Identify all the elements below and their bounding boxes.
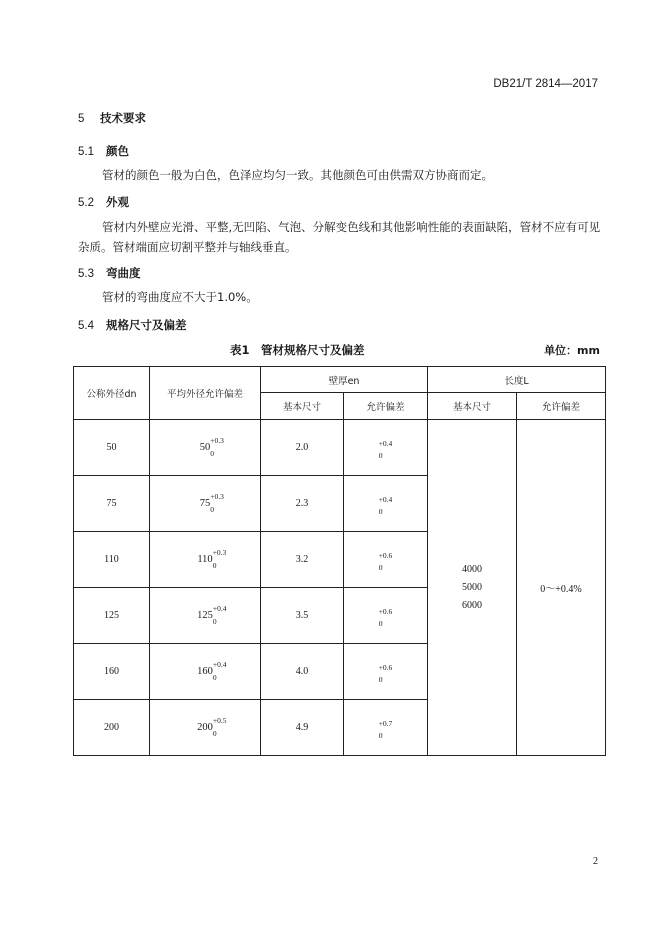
table-unit: 单位：mm: [544, 344, 600, 357]
cell-wall-tolerance: [344, 420, 428, 476]
cell-wall-tolerance: [344, 644, 428, 700]
cell-wall-basic: 3.5: [261, 588, 344, 644]
length-value: 4000: [462, 563, 482, 575]
tol-lower: 0: [378, 674, 383, 684]
tol-base: 125: [197, 610, 213, 621]
section-5-3-text: 管材的弯曲度应不大于1.0%。: [102, 290, 258, 304]
cell-wall-tolerance: [344, 700, 428, 756]
tol-upper: +0.6: [378, 606, 393, 616]
cell-nominal-od: 160: [74, 644, 150, 700]
section-5-2-heading: [78, 194, 129, 210]
section-5-4-heading: [78, 317, 187, 333]
tol-upper: +0.3: [210, 492, 224, 501]
tol-upper: +0.3: [210, 436, 224, 445]
cell-wall-tolerance: [344, 588, 428, 644]
cell-mean-od: [150, 700, 261, 756]
section-title: 外观: [106, 195, 129, 209]
tol-lower: 0: [378, 562, 383, 572]
section-5-3-heading: [78, 265, 141, 281]
tol-upper: +0.5: [212, 716, 227, 725]
cell-wall-basic: 3.2: [261, 532, 344, 588]
cell-nominal-od: 75: [74, 476, 150, 532]
section-number: 5.1: [78, 146, 94, 158]
cell-mean-od: [150, 644, 261, 700]
section-title: 规格尺寸及偏差: [106, 318, 187, 332]
section-number: 5.4: [78, 320, 94, 332]
section-5-1-text: 管材的颜色一般为白色，色泽应均匀一致。其他颜色可由供需双方协商而定。: [102, 168, 493, 182]
cell-wall-basic: 2.3: [261, 476, 344, 532]
cell-length-basic: [428, 420, 517, 756]
section-title: 颜色: [106, 144, 129, 158]
tol-base: 110: [197, 554, 213, 565]
cell-wall-basic: 4.0: [261, 644, 344, 700]
tol-upper: +0.4: [212, 604, 227, 613]
header-wall-thickness: 壁厚en: [261, 367, 428, 393]
tol-lower: 0: [210, 505, 214, 514]
section-5-heading: [78, 110, 146, 126]
tol-base: 50: [199, 442, 211, 453]
tol-upper: +0.3: [212, 548, 227, 557]
cell-mean-od: [150, 588, 261, 644]
section-number: 5.3: [78, 268, 94, 280]
tol-lower: 0: [212, 561, 217, 570]
tol-upper: +0.6: [378, 662, 393, 672]
header-wall-basic-size: 基本尺寸: [261, 393, 344, 420]
cell-mean-od: [150, 532, 261, 588]
header-nominal-od: 公称外径dn: [74, 367, 150, 420]
tol-lower: 0: [378, 506, 383, 516]
section-number: 5.2: [78, 197, 94, 209]
tol-lower: 0: [212, 729, 217, 738]
cell-wall-basic: 4.9: [261, 700, 344, 756]
tol-upper: +0.4: [378, 438, 393, 448]
tol-lower: 0: [378, 730, 383, 740]
section-5-1-heading: [78, 143, 129, 159]
section-number: 5: [78, 113, 85, 125]
tol-lower: 0: [212, 617, 217, 626]
tol-lower: 0: [378, 618, 383, 628]
length-value: 6000: [462, 599, 482, 611]
tol-lower: 0: [212, 673, 217, 682]
tol-upper: +0.6: [378, 550, 393, 560]
cell-nominal-od: 50: [74, 420, 150, 476]
length-value: 5000: [462, 581, 482, 593]
header-length-basic-size: 基本尺寸: [428, 393, 517, 420]
section-title: 技术要求: [100, 111, 146, 125]
page-number: 2: [593, 856, 598, 867]
table-row: [74, 420, 606, 476]
cell-length-tolerance: 0～+0.4%: [517, 420, 606, 756]
spec-table: [73, 366, 606, 756]
cell-nominal-od: 110: [74, 532, 150, 588]
cell-mean-od: [150, 476, 261, 532]
header-length: 长度L: [428, 367, 606, 393]
tol-lower: 0: [210, 449, 214, 458]
tol-base: 75: [199, 498, 211, 509]
table-caption: 表1 管材规格尺寸及偏差: [230, 343, 365, 357]
tol-upper: +0.4: [212, 660, 227, 669]
tol-lower: 0: [378, 450, 383, 460]
header-length-tolerance: 允许偏差: [517, 393, 606, 420]
cell-wall-tolerance: [344, 532, 428, 588]
header-mean-od-tolerance: 平均外径允许偏差: [150, 367, 261, 420]
tol-base: 200: [197, 722, 213, 733]
cell-wall-tolerance: [344, 476, 428, 532]
cell-mean-od: [150, 420, 261, 476]
document-code: DB21/T 2814—2017: [493, 78, 598, 90]
cell-nominal-od: 125: [74, 588, 150, 644]
tol-upper: +0.7: [378, 718, 393, 728]
section-5-2-text: 管材内外壁应光滑、平整,无凹陷、气泡、分解变色线和其他影响性能的表面缺陷，管材不应有可见杂质。管材端面应切割平整并与轴线垂直。: [78, 220, 601, 254]
cell-wall-basic: 2.0: [261, 420, 344, 476]
cell-nominal-od: 200: [74, 700, 150, 756]
header-wall-tolerance: 允许偏差: [344, 393, 428, 420]
section-title: 弯曲度: [106, 266, 141, 280]
tol-upper: +0.4: [378, 494, 393, 504]
tol-base: 160: [197, 666, 213, 677]
